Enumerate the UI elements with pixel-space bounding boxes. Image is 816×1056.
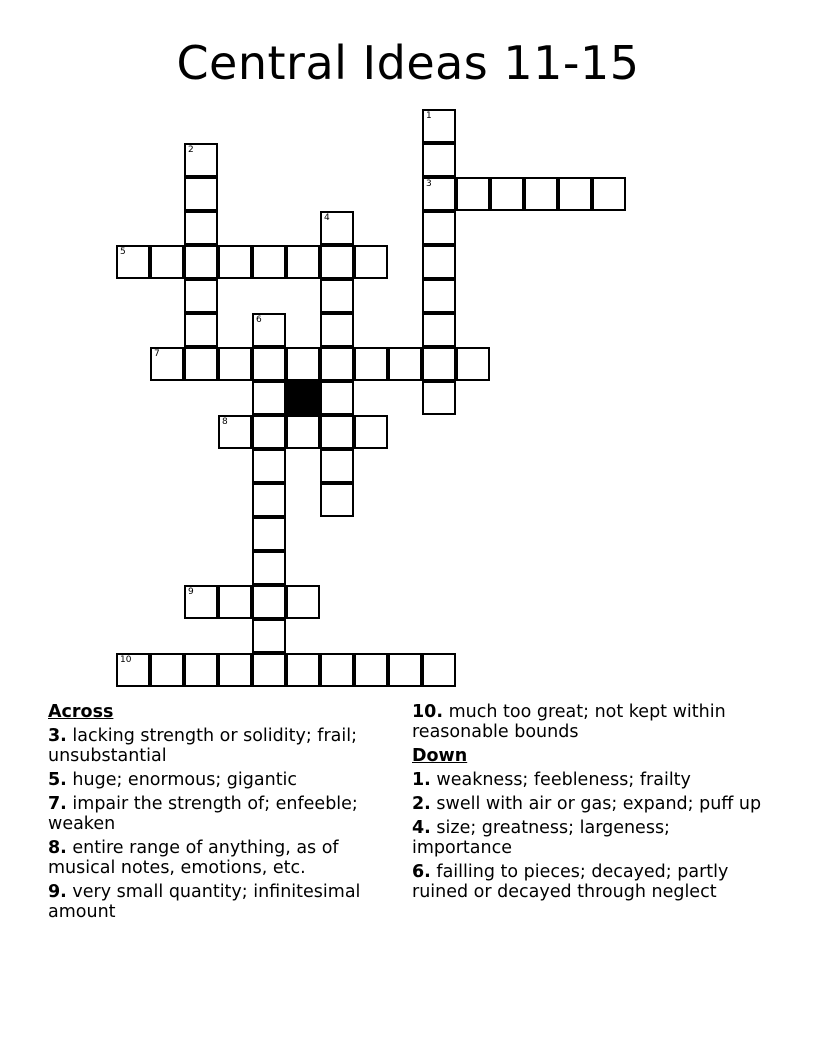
grid-cell[interactable] [422,313,456,347]
grid-cell[interactable] [252,449,286,483]
grid-cell[interactable] [490,177,524,211]
clues-column-left [48,702,398,926]
clue-across-8 [48,838,398,878]
grid-cell[interactable] [184,347,218,381]
grid-cell[interactable] [286,245,320,279]
clue-number: 8. [48,838,67,858]
puzzle-title: Central Ideas 11-15 [176,36,640,90]
grid-cell[interactable] [354,347,388,381]
crossword-grid [117,110,697,700]
grid-cell[interactable] [184,585,218,619]
clue-text: much too great; not kept within reasonable bounds [412,702,726,742]
grid-cell[interactable] [218,653,252,687]
black-cell [286,381,320,415]
cell-number: 7 [154,349,160,359]
clue-number: 10. [412,702,444,722]
clues-column-right [412,702,772,906]
grid-cell[interactable] [320,279,354,313]
grid-cell[interactable] [116,245,150,279]
grid-cell[interactable] [456,347,490,381]
grid-cell[interactable] [252,483,286,517]
clue-across-9 [48,882,398,922]
cell-number: 5 [120,247,126,257]
grid-cell[interactable] [184,313,218,347]
clue-number: 7. [48,794,67,814]
grid-cell[interactable] [558,177,592,211]
grid-cell[interactable] [320,415,354,449]
grid-cell[interactable] [252,313,286,347]
clue-text: lacking strength or solidity; frail; unsubstantial [48,726,358,766]
grid-cell[interactable] [524,177,558,211]
grid-cell[interactable] [354,415,388,449]
grid-cell[interactable] [252,585,286,619]
cell-number: 1 [426,111,432,121]
clue-text: size; greatness; largeness; importance [412,818,670,858]
grid-cell[interactable] [422,211,456,245]
clue-text: swell with air or gas; expand; puff up [436,794,762,814]
grid-cell[interactable] [422,177,456,211]
clue-across-3 [48,726,398,766]
grid-cell[interactable] [320,347,354,381]
grid-cell[interactable] [218,245,252,279]
grid-cell[interactable] [184,653,218,687]
grid-cell[interactable] [184,245,218,279]
clue-text: entire range of anything, as of musical notes, emotions, etc. [48,838,339,878]
clue-down-2 [412,794,772,814]
clue-text: weakness; feebleness; frailty [436,770,691,790]
clue-text: failling to pieces; decayed; partly ruined or decayed through neglect [412,862,729,902]
cell-number: 3 [426,179,432,189]
grid-cell[interactable] [354,245,388,279]
cell-number: 2 [188,145,194,155]
grid-cell[interactable] [252,551,286,585]
clue-text: huge; enormous; gigantic [72,770,298,790]
cell-number: 6 [256,315,262,325]
grid-cell[interactable] [422,143,456,177]
grid-cell[interactable] [422,109,456,143]
grid-cell[interactable] [150,653,184,687]
grid-cell[interactable] [422,381,456,415]
grid-cell[interactable] [116,653,150,687]
clue-text: very small quantity; infinitesimal amount [48,882,361,922]
grid-cell[interactable] [422,279,456,313]
grid-cell[interactable] [184,143,218,177]
cell-number: 10 [120,655,132,665]
grid-cell[interactable] [252,517,286,551]
cell-number: 4 [324,213,330,223]
grid-cell[interactable] [286,347,320,381]
grid-cell[interactable] [252,347,286,381]
grid-cell[interactable] [218,585,252,619]
grid-cell[interactable] [252,415,286,449]
clue-across-5 [48,770,398,790]
grid-cell[interactable] [286,653,320,687]
grid-cell[interactable] [592,177,626,211]
grid-cell[interactable] [320,449,354,483]
cell-number: 8 [222,417,228,427]
grid-cell[interactable] [252,381,286,415]
grid-cell[interactable] [422,653,456,687]
grid-cell[interactable] [218,415,252,449]
grid-cell[interactable] [286,415,320,449]
grid-cell[interactable] [320,381,354,415]
grid-cell[interactable] [388,347,422,381]
cell-number: 9 [188,587,194,597]
grid-cell[interactable] [320,313,354,347]
grid-cell[interactable] [422,347,456,381]
grid-cell[interactable] [252,653,286,687]
clue-number: 4. [412,818,431,838]
grid-cell[interactable] [320,483,354,517]
grid-cell[interactable] [422,245,456,279]
grid-cell[interactable] [252,619,286,653]
clue-down-6 [412,862,772,902]
clue-across-7 [48,794,398,834]
grid-cell[interactable] [184,177,218,211]
grid-cell[interactable] [150,347,184,381]
clue-down-1 [412,770,772,790]
grid-cell[interactable] [320,245,354,279]
grid-cell[interactable] [388,653,422,687]
grid-cell[interactable] [320,653,354,687]
grid-cell[interactable] [184,211,218,245]
clue-text: impair the strength of; enfeeble; weaken [48,794,358,834]
clue-down-4 [412,818,772,858]
across-heading: Across [48,702,114,722]
grid-cell[interactable] [252,245,286,279]
clue-number: 5. [48,770,67,790]
grid-cell[interactable] [286,585,320,619]
down-heading: Down [412,746,468,766]
grid-cell[interactable] [456,177,490,211]
grid-cell[interactable] [150,245,184,279]
clue-number: 3. [48,726,67,746]
clue-number: 6. [412,862,431,882]
clue-number: 1. [412,770,431,790]
grid-cell[interactable] [218,347,252,381]
clue-across-10 [412,702,772,742]
grid-cell[interactable] [354,653,388,687]
grid-cell[interactable] [184,279,218,313]
grid-cell[interactable] [320,211,354,245]
clue-number: 9. [48,882,67,902]
clue-number: 2. [412,794,431,814]
